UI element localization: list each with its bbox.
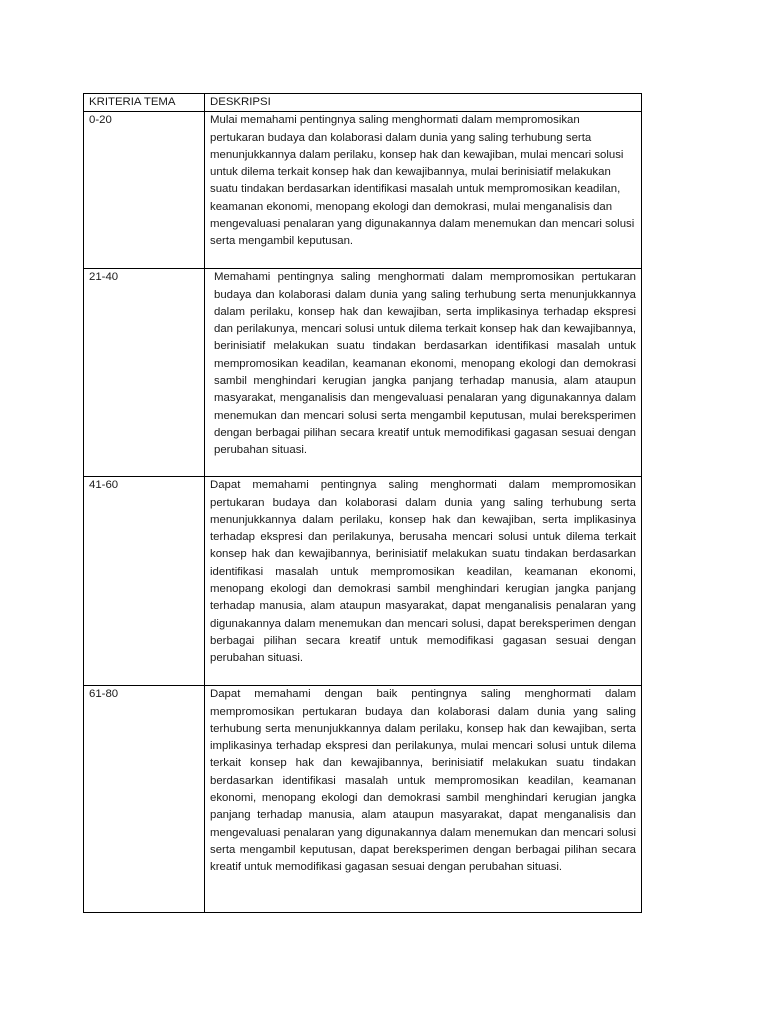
table-row <box>84 269 642 477</box>
header-criteria: KRITERIA TEMA <box>84 94 205 112</box>
description-cell: Memahami pentingnya saling menghormati dalam mempromosikan pertukaran budaya dan kolaborasi dalam dunia yang saling terhubung serta menunjukkannya dalam perilaku, konsep hak dan kewajiban, serta implikasinya terhadap ekspresi dan perilakunya, mencari solusi untuk dilema terkait konsep hak dan kewajibannya, berinisiatif melakukan suatu tindakan berdasarkan identifikasi masalah untuk mempromosikan keadilan, keamanan ekonomi, menopang ekologi dan demokrasi sambil menghindari kerugian jangka panjang terhadap manusia, alam ataupun masyarakat, menganalisis dan mengevaluasi penalaran yang digunakannya dalam menemukan dan mencari solusi serta mengambil keputusan, mulai bereksperimen dengan berbagai pilihan secara kreatif untuk memodifikasi gagasan sesuai dengan perubahan situasi. <box>205 269 642 477</box>
description-cell: Dapat memahami dengan baik pentingnya saling menghormati dalam mempromosikan pertukaran budaya dan kolaborasi dalam dunia yang saling terhubung serta menunjukkannya dalam perilaku, konsep hak dan kewajiban, serta implikasinya terhadap ekspresi dan perilakunya, mulai mencari solusi untuk dilema terkait konsep hak dan kewajibannya, berinisiatif melakukan suatu tindakan berdasarkan identifikasi masalah untuk mempromosikan keadilan, keamanan ekonomi, menopang ekologi dan demokrasi sambil menghindari kerugian jangka panjang terhadap manusia, alam ataupun masyarakat, dapat menganalisis dan mengevaluasi penalaran yang digunakannya dalam menemukan dan mencari solusi serta mengambil keputusan, dapat bereksperimen dengan berbagai pilihan secara kreatif untuk memodifikasi gagasan sesuai dengan perubahan situasi. <box>205 686 642 913</box>
table-row <box>84 686 642 913</box>
criteria-cell: 0-20 <box>84 112 205 269</box>
criteria-cell: 61-80 <box>84 686 205 913</box>
description-cell: Dapat memahami pentingnya saling menghormati dalam mempromosikan pertukaran budaya dan kolaborasi dalam dunia yang saling terhubung serta menunjukkannya dalam perilaku, konsep hak dan kewajiban, serta implikasinya terhadap ekspresi dan perilakunya, berusaha mencari solusi untuk dilema terkait konsep hak dan kewajibannya, berinisiatif melakukan suatu tindakan berdasarkan identifikasi masalah untuk mempromosikan keadilan, keamanan ekonomi, menopang ekologi dan demokrasi sambil menghindari kerugian jangka panjang terhadap manusia, alam ataupun masyarakat, dapat menganalisis penalaran yang digunakannya dalam menemukan dan mencari solusi, dapat bereksperimen dengan berbagai pilihan secara kreatif untuk memodifikasi gagasan sesuai dengan perubahan situasi. <box>205 477 642 686</box>
criteria-cell: 21-40 <box>84 269 205 477</box>
document-page <box>83 93 641 913</box>
table-row <box>84 477 642 686</box>
header-description: DESKRIPSI <box>205 94 642 112</box>
criteria-cell: 41-60 <box>84 477 205 686</box>
description-cell: Mulai memahami pentingnya saling menghormati dalam mempromosikan pertukaran budaya dan kolaborasi dalam dunia yang saling terhubung serta menunjukkannya dalam perilaku, konsep hak dan kewajiban, mulai mencari solusi untuk dilema terkait konsep hak dan kewajibannya, mulai berinisiatif melakukan suatu tindakan berdasarkan identifikasi masalah untuk mempromosikan keadilan, keamanan ekonomi, menopang ekologi dan demokrasi, mulai menganalisis dan mengevaluasi penalaran yang digunakannya dalam menemukan dan mencari solusi serta mengambil keputusan. <box>205 112 642 269</box>
table-header-row <box>84 94 642 112</box>
criteria-table <box>83 93 642 913</box>
table-row <box>84 112 642 269</box>
